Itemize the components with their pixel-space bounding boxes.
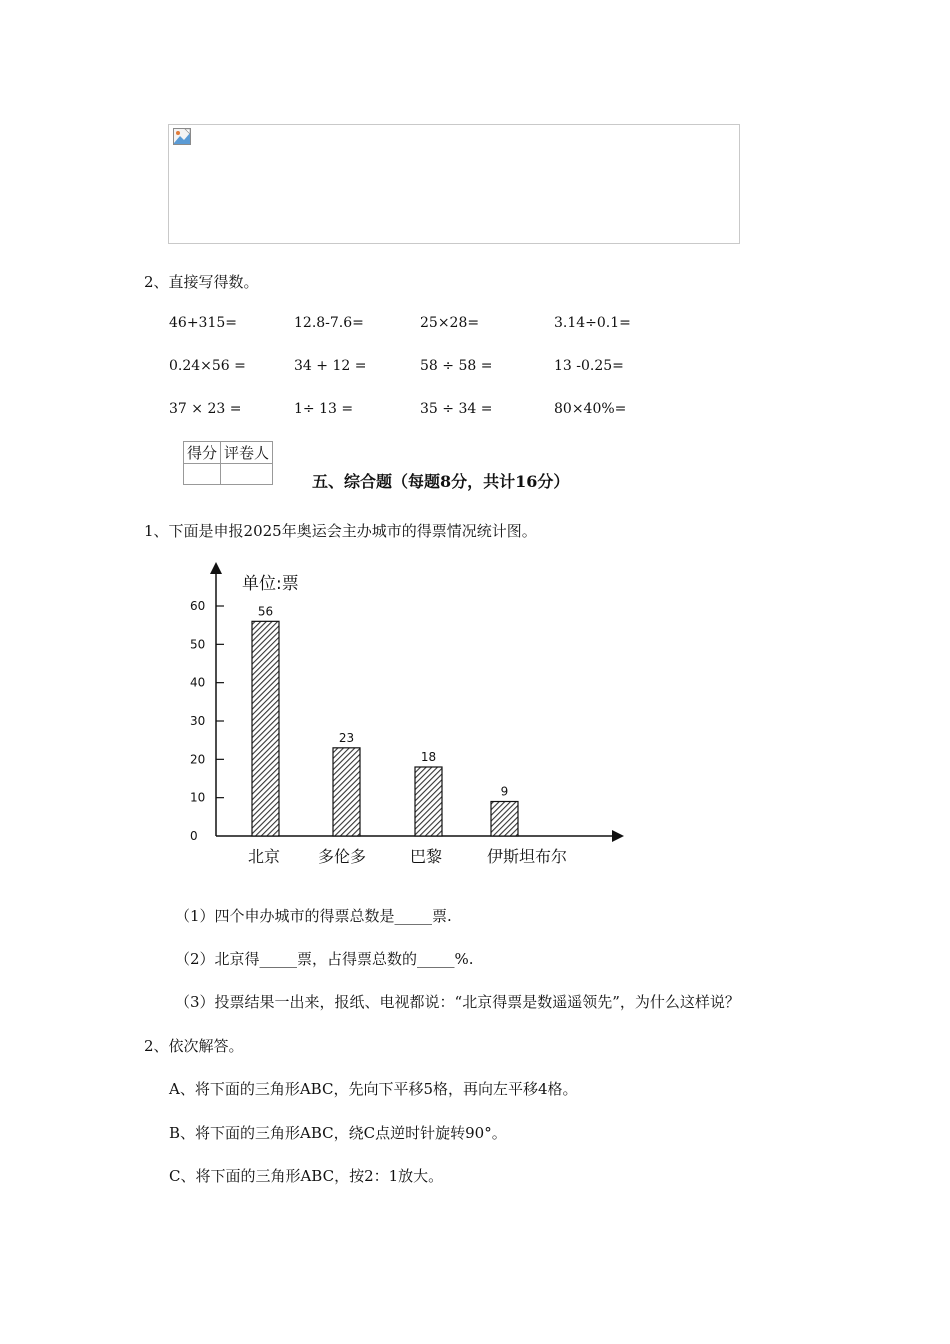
section5-question-1-title: 1、下面是申报2025年奥运会主办城市的得票情况统计图。 bbox=[144, 522, 537, 540]
bar bbox=[252, 621, 279, 836]
calc-item: 46+315= bbox=[169, 315, 237, 331]
task-c: C、将下面的三角形ABC，按2：1放大。 bbox=[169, 1167, 444, 1185]
calc-item: 12.8-7.6= bbox=[294, 315, 364, 331]
bar-value-label: 23 bbox=[338, 730, 355, 745]
y-tick-label: 60 bbox=[190, 599, 206, 613]
calc-item: 13 -0.25= bbox=[554, 358, 624, 374]
y-tick-label: 40 bbox=[190, 675, 206, 690]
calc-item: 25×28= bbox=[420, 315, 480, 331]
bar bbox=[491, 802, 518, 837]
category-label: 巴黎 bbox=[410, 847, 443, 866]
y-tick-label: 30 bbox=[190, 714, 206, 728]
sub-question-1: （1）四个申办城市的得票总数是_____票. bbox=[175, 907, 452, 925]
chart-unit-title: 单位:票 bbox=[242, 574, 299, 594]
y-tick-label: 10 bbox=[190, 790, 206, 805]
task-b: B、将下面的三角形ABC，绕C点逆时针旋转90°。 bbox=[169, 1124, 507, 1142]
score-table bbox=[183, 441, 273, 485]
y-tick-label: 20 bbox=[190, 752, 206, 767]
bar-value-label: 56 bbox=[257, 604, 274, 619]
calc-item: 34 + 12 = bbox=[294, 358, 367, 374]
calc-item: 80×40%= bbox=[554, 401, 627, 417]
calc-item: 37 × 23 = bbox=[169, 401, 242, 417]
calc-item: 1÷ 13 = bbox=[294, 401, 354, 417]
image-placeholder bbox=[168, 124, 740, 244]
score-cell bbox=[184, 464, 221, 485]
sub-question-2: （2）北京得_____票，占得票总数的_____%. bbox=[175, 950, 474, 968]
bar-value-label: 18 bbox=[420, 750, 437, 764]
section5-question-2-title: 2、依次解答。 bbox=[144, 1037, 244, 1055]
y-tick-label: 0 bbox=[190, 829, 198, 843]
bar-value-label: 9 bbox=[500, 784, 509, 799]
category-label: 多伦多 bbox=[318, 847, 367, 866]
grader-label: 评卷人 bbox=[221, 442, 273, 464]
calc-item: 58 ÷ 58 = bbox=[420, 358, 493, 374]
calc-item: 35 ÷ 34 = bbox=[420, 401, 493, 417]
sub-question-3: （3）投票结果一出来，报纸、电视都说：“北京得票是数遥遥领先”，为什么这样说？ bbox=[175, 993, 740, 1011]
broken-image-icon bbox=[173, 128, 191, 145]
task-a: A、将下面的三角形ABC，先向下平移5格，再向左平移4格。 bbox=[169, 1080, 578, 1098]
calc-item: 0.24×56 = bbox=[169, 358, 246, 374]
bar bbox=[415, 767, 442, 836]
category-label: 伊斯坦布尔 bbox=[487, 847, 568, 866]
grader-cell bbox=[221, 464, 273, 485]
y-tick-label: 50 bbox=[190, 637, 206, 652]
section-title: 五、综合题（每题8分，共计16分） bbox=[312, 472, 570, 491]
question-2-title: 2、直接写得数。 bbox=[144, 273, 259, 291]
calc-item: 3.14÷0.1= bbox=[554, 315, 631, 331]
score-label: 得分 bbox=[184, 442, 221, 464]
vote-bar-chart bbox=[180, 560, 640, 880]
category-label: 北京 bbox=[248, 847, 281, 866]
bar bbox=[333, 748, 360, 836]
